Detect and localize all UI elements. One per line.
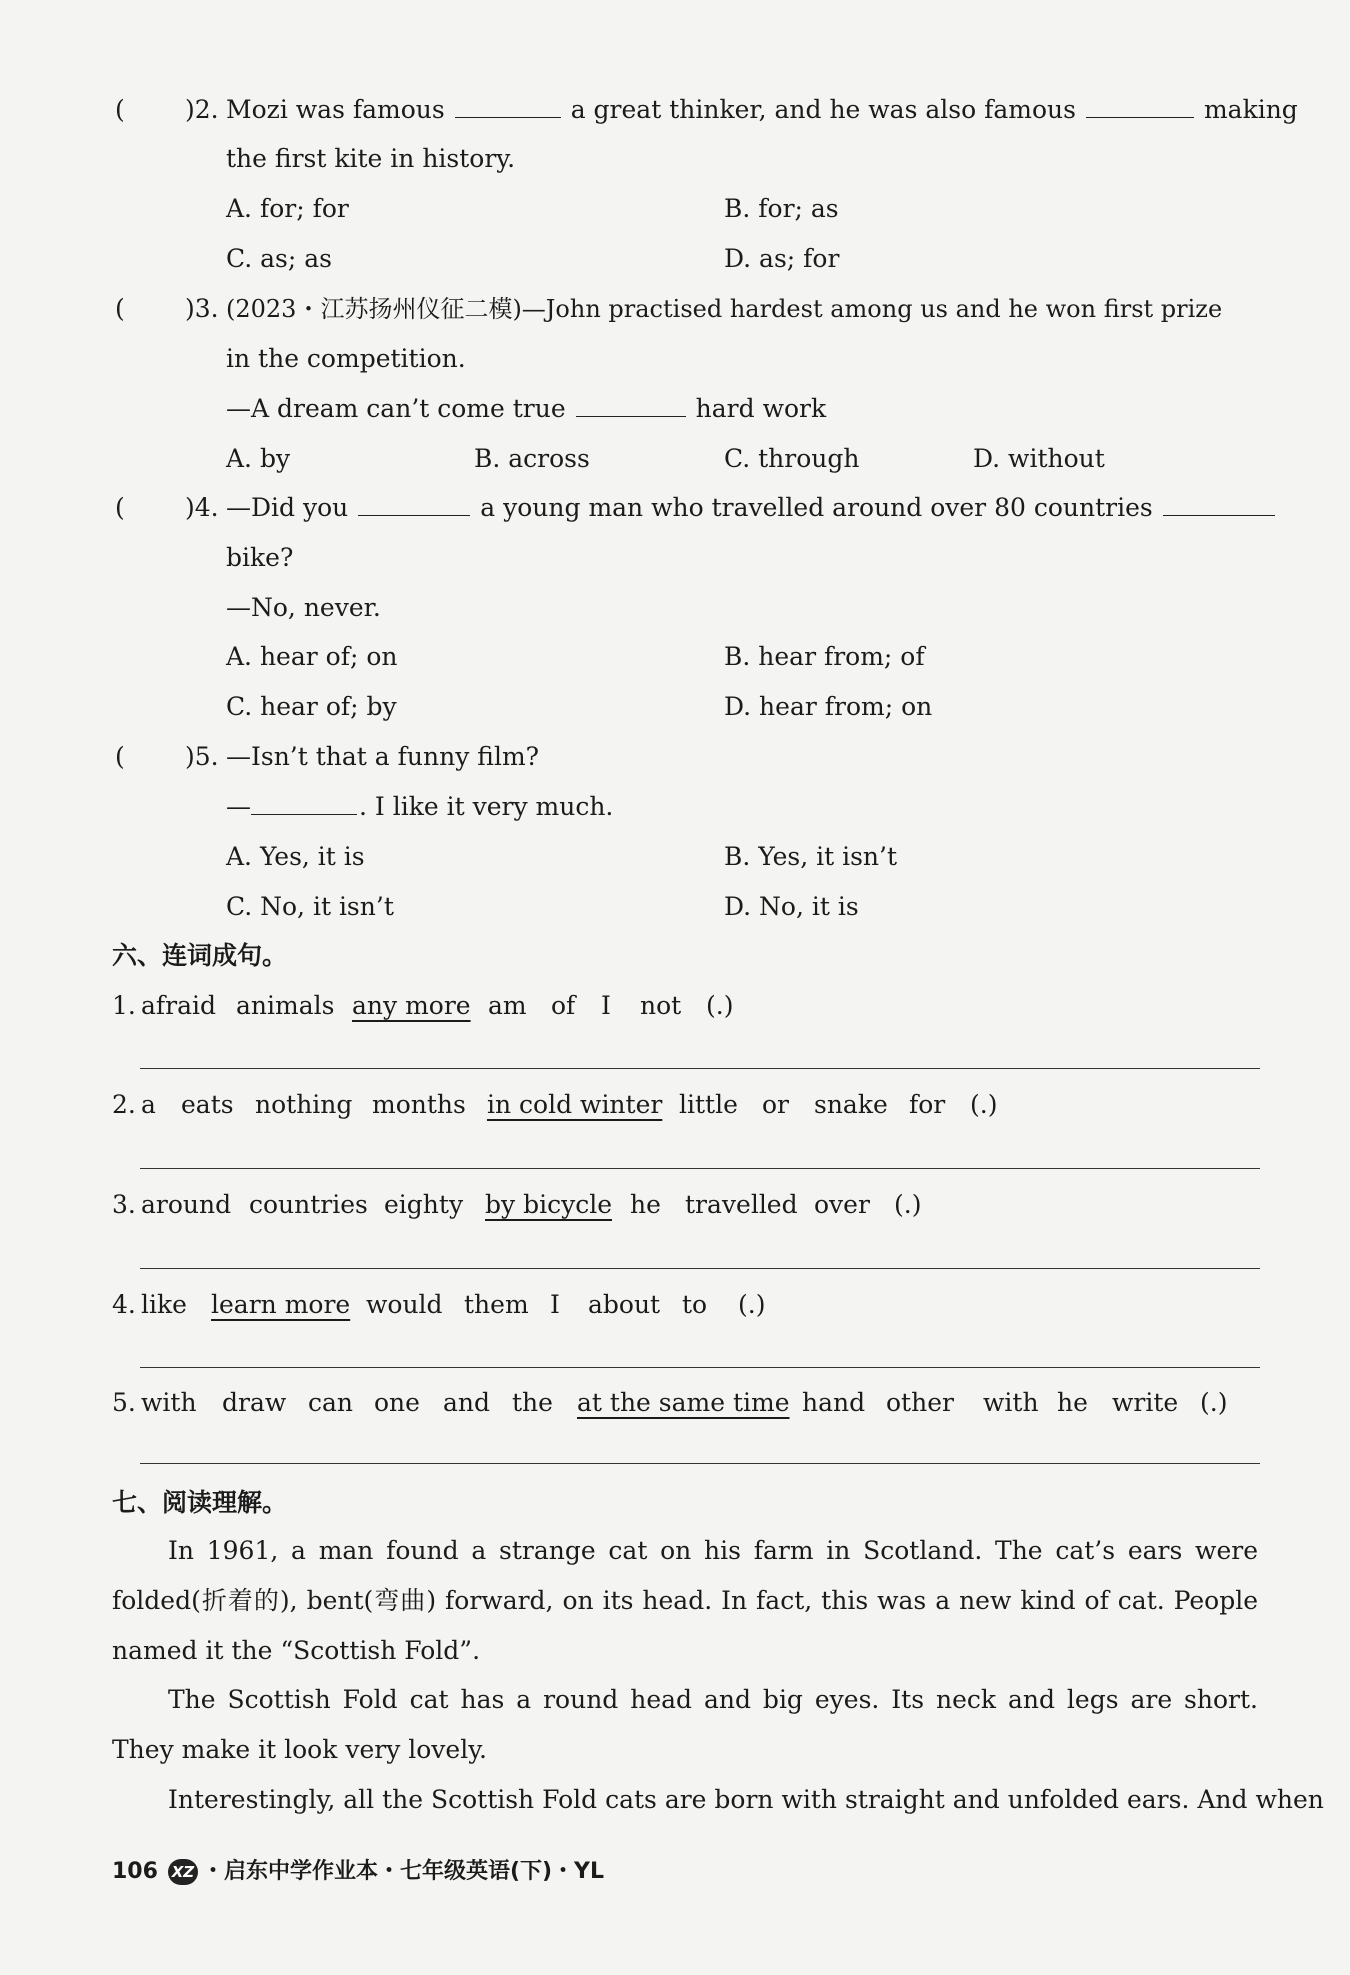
page-number: 106	[112, 1859, 158, 1884]
word-chip: for	[909, 1090, 946, 1119]
answer-blank[interactable]	[251, 788, 357, 815]
answer-paren[interactable]: (	[115, 493, 125, 522]
answer-line[interactable]	[140, 1168, 1260, 1169]
reading-paragraph-3: Interestingly, all the Scottish Fold cats are born with straight and unfolded ears. And when	[168, 1785, 1324, 1814]
question-3-line1	[0, 289, 1350, 329]
question-number: )3.	[185, 294, 219, 323]
question-4-line3	[0, 588, 1350, 628]
word-chip: (.)	[970, 1090, 998, 1119]
word-chip: one	[374, 1388, 420, 1417]
question-text: (2023・江苏扬州仪征二模)—John practised hardest among us and he won first prize	[226, 295, 1223, 323]
word-chip: hand	[802, 1388, 866, 1417]
question-5-line2	[0, 787, 1350, 827]
answer-blank[interactable]	[1163, 489, 1275, 516]
option-a[interactable]: A. for; for	[226, 194, 349, 223]
word-chip: travelled	[685, 1190, 798, 1219]
question-3-line3	[0, 389, 1350, 429]
option-b[interactable]: B. across	[474, 444, 590, 473]
word-chip: little	[679, 1090, 738, 1119]
question-4-options-row1	[0, 637, 1350, 677]
question-number: )4.	[185, 493, 219, 522]
option-d[interactable]: D. hear from; on	[724, 692, 933, 721]
option-b[interactable]: B. hear from; of	[724, 642, 925, 671]
section-7-title: 七、阅读理解。	[112, 1488, 288, 1517]
word-chip: not	[640, 991, 682, 1020]
answer-paren[interactable]: (	[115, 95, 125, 124]
option-a[interactable]: A. Yes, it is	[226, 842, 365, 871]
word-chip: I	[601, 991, 611, 1020]
option-a[interactable]: A. by	[226, 444, 291, 473]
word-chip: eats	[181, 1090, 234, 1119]
answer-line[interactable]	[140, 1068, 1260, 1069]
option-c[interactable]: C. through	[724, 444, 860, 473]
word-chip: like	[141, 1290, 187, 1319]
item-number: 5.	[112, 1388, 136, 1417]
word-chip: I	[550, 1290, 560, 1319]
reading-paragraph-1: In 1961, a man found a strange cat on his farm in Scotland. The cat’s ears were folded(折着的), bent(弯曲) forward, on its head. In fact, this was a new kind of cat. People named it the “Scottish Fold”.	[112, 1536, 1258, 1665]
question-3-line2	[0, 339, 1350, 379]
question-5-options-row1	[0, 837, 1350, 877]
question-4-line2	[0, 538, 1350, 578]
word-chip: learn more	[211, 1290, 351, 1319]
word-chip: eighty	[384, 1190, 464, 1219]
question-3-options	[0, 439, 1350, 479]
word-chip: any more	[352, 991, 471, 1020]
word-chip: nothing	[255, 1090, 353, 1119]
question-text: the first kite in history.	[226, 144, 516, 173]
item-number: 2.	[112, 1090, 136, 1119]
question-text: — . I like it very much.	[226, 787, 613, 827]
question-2-options-row1	[0, 189, 1350, 229]
question-4-options-row2	[0, 687, 1350, 727]
question-2-line2	[0, 139, 1350, 179]
question-text: —A dream can’t come true hard work	[226, 389, 826, 429]
option-c[interactable]: C. No, it isn’t	[226, 892, 394, 921]
word-chip: other	[886, 1388, 954, 1417]
word-chip: (.)	[1200, 1388, 1228, 1417]
question-text: —Isn’t that a funny film?	[226, 742, 540, 771]
option-b[interactable]: B. for; as	[724, 194, 839, 223]
word-chip: and	[443, 1388, 491, 1417]
answer-blank[interactable]	[1086, 91, 1194, 118]
reading-paragraph-2: The Scottish Fold cat has a round head and big eyes. Its neck and legs are short. They make it look very lovely.	[112, 1685, 1258, 1764]
question-text: —Did you a young man who travelled around over 80 countries	[226, 488, 1285, 528]
word-chip: with	[141, 1388, 197, 1417]
word-chip: animals	[236, 991, 335, 1020]
word-chip: around	[141, 1190, 232, 1219]
word-chip: can	[308, 1388, 354, 1417]
answer-line[interactable]	[140, 1463, 1260, 1464]
answer-blank[interactable]	[455, 91, 561, 118]
answer-line[interactable]	[140, 1268, 1260, 1269]
item-number: 4.	[112, 1290, 136, 1319]
answer-line[interactable]	[140, 1367, 1260, 1368]
question-text: in the competition.	[226, 344, 466, 373]
word-chip: with	[983, 1388, 1039, 1417]
word-chip: draw	[222, 1388, 287, 1417]
word-chip: of	[551, 991, 576, 1020]
option-b[interactable]: B. Yes, it isn’t	[724, 842, 898, 871]
option-d[interactable]: D. without	[973, 444, 1105, 473]
question-2-line1	[0, 90, 1350, 130]
word-chip: a	[141, 1090, 156, 1119]
word-chip: am	[488, 991, 527, 1020]
question-4-line1	[0, 488, 1350, 528]
word-chip: he	[1057, 1388, 1088, 1417]
answer-blank[interactable]	[358, 489, 470, 516]
word-chip: would	[366, 1290, 443, 1319]
question-text: Mozi was famous a great thinker, and he was also famous making	[226, 90, 1298, 130]
word-chip: at the same time	[577, 1388, 790, 1417]
item-number: 3.	[112, 1190, 136, 1219]
word-chip: to	[682, 1290, 708, 1319]
answer-blank[interactable]	[576, 390, 686, 417]
word-chip: over	[814, 1190, 870, 1219]
question-number: )2.	[185, 95, 219, 124]
word-chip: months	[372, 1090, 466, 1119]
word-chip: (.)	[894, 1190, 922, 1219]
word-chip: the	[512, 1388, 553, 1417]
word-chip: them	[464, 1290, 529, 1319]
word-chip: snake	[814, 1090, 888, 1119]
question-2-options-row2	[0, 239, 1350, 279]
section-6-title: 六、连词成句。	[112, 941, 288, 970]
word-chip: or	[762, 1090, 790, 1119]
word-chip: write	[1112, 1388, 1179, 1417]
word-chip: afraid	[141, 991, 217, 1020]
word-chip: by bicycle	[485, 1190, 612, 1219]
word-chip: countries	[249, 1190, 368, 1219]
page-footer	[112, 1852, 604, 1892]
question-number: )5.	[185, 742, 219, 771]
question-text: —No, never.	[226, 593, 381, 622]
option-c[interactable]: C. hear of; by	[226, 692, 397, 721]
word-chip: about	[588, 1290, 661, 1319]
question-5-line1	[0, 737, 1350, 777]
option-a[interactable]: A. hear of; on	[226, 642, 398, 671]
book-title: ・启东中学作业本・七年级英语(下)・YL	[201, 1859, 604, 1884]
word-chip: (.)	[738, 1290, 766, 1319]
word-chip: (.)	[706, 991, 734, 1020]
word-chip: he	[630, 1190, 661, 1219]
answer-paren[interactable]: (	[115, 742, 125, 771]
question-text: bike?	[226, 543, 294, 572]
question-5-options-row2	[0, 887, 1350, 927]
option-c[interactable]: C. as; as	[226, 244, 332, 273]
option-d[interactable]: D. as; for	[724, 244, 840, 273]
option-d[interactable]: D. No, it is	[724, 892, 859, 921]
publisher-logo: XZ	[168, 1859, 198, 1885]
word-chip: in cold winter	[487, 1090, 663, 1119]
answer-paren[interactable]: (	[115, 294, 125, 323]
item-number: 1.	[112, 991, 136, 1020]
